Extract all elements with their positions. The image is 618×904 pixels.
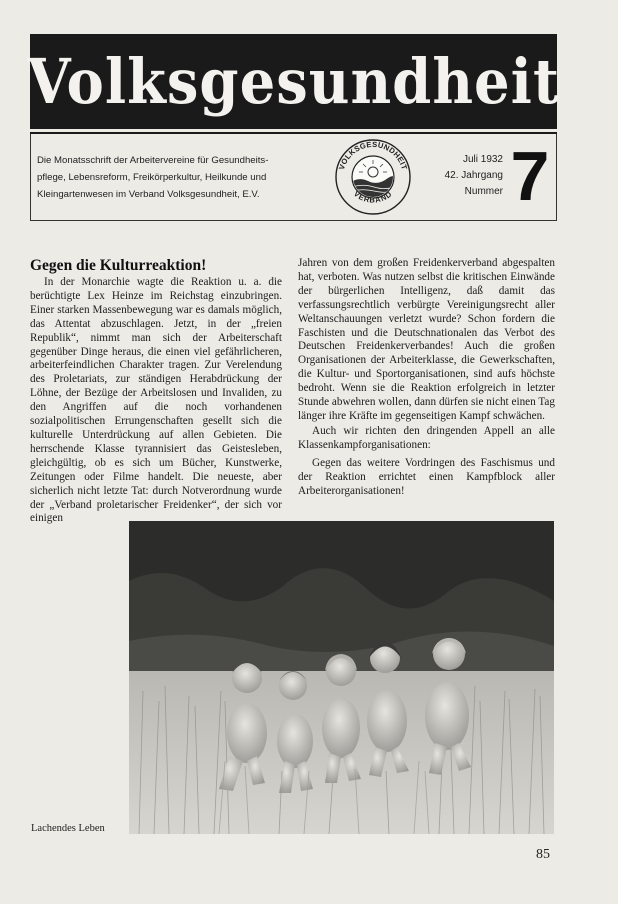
page-number: 85	[536, 847, 550, 862]
subtitle-line: Kleingartenwesen im Verband Volksgesundheit, E.V.	[37, 189, 260, 200]
photo-image	[129, 521, 554, 834]
subtitle-line: pflege, Lebensreform, Freikörperkultur, Heilkunde und	[37, 172, 267, 183]
photo-laughing-children	[129, 521, 554, 834]
publication-subtitle	[37, 152, 337, 203]
article-title: Gegen die Kulturreaktion!	[30, 257, 207, 274]
article-paragraph: In der Monarchie wagte die Reaktion u. a. die berüchtigte Lex Heinze im Reichstag einzubringen. Einer starken Massenbewegung war es damals möglich, das Attentat abzuschlagen. Jetzt, in der „freien Republik“, nimmt man sich der Arbeiterschaft gegenüber Dinge heraus, die einen viel gefährlicheren, arbeiterfeindlichen Charakter tragen. Zur Verelendung des Proletariats, zur ständigen Herabdrückung der Löhne, der Bezüge der Arbeitslosen und Invaliden, zu den Angriffen auf die noch vorhandenen sozialpolitischen Errungenschaften gesellt sich die kulturelle Unterdrückung auf allen Gebieten. Die herrschende Klasse tyrannisiert das Geistesleben, gleichgültig, ob es sich um Bücher, Kunstwerke, Zeitungen oder Filme handelt. Die neueste, aber sicherlich nicht letzte Tat: durch Notverordnung wurde der „Verband proletarischer Freidenker“, der sich vor einigen	[30, 276, 282, 525]
masthead	[27, 34, 560, 129]
seal-bottom-text: VERBAND	[352, 189, 394, 205]
masthead-title: Volksgesundheit	[27, 45, 560, 118]
issue-number-label: Nummer	[464, 186, 503, 197]
article-paragraph: Auch wir richten den dringenden Appell an alle Klassenkampforganisationen:	[298, 424, 555, 451]
issue-number: 7	[510, 137, 550, 215]
association-seal-icon	[334, 138, 412, 216]
issue-meta	[427, 152, 503, 200]
article-column-right	[298, 257, 555, 498]
article-paragraph: Jahren von dem großen Freidenkerverband abgespalten hat, verboten. Was nutzen selbst die kritischen Einwände der bürgerlichen Intelligenz, daß damit das verfassungsrechtlich verbürgte Vereinigungsrecht aller Weltanschauungen verletzt wurde? Schon fordern die Faschisten und die Deutschnationalen das Verbot des Deutschen Freidenkerverbandes! Auch die großen Organisationen der Arbeiterklasse, die Gewerkschaften, die Kultur- und Sportorganisationen, sind aufs höchste bedroht. Wenn sie die Reaktion erfolgreich in letzter Stunde abwehren wollen, dann dürfen sie nicht einen Tag länger ihre Kräfte im gegenseitigen Kampf schwächen.	[298, 257, 555, 422]
seal-top-text: VOLKSGESUNDHEIT	[336, 139, 410, 171]
article-column-left	[30, 276, 282, 526]
photo-caption: Lachendes Leben	[31, 823, 105, 834]
article-closing-appeal: Gegen das weitere Vordringen des Faschismus und der Reaktion errichtet einen Kampfblock aller Arbeiterorganisationen!	[298, 456, 555, 497]
issue-date: Juli 1932	[462, 154, 503, 165]
issue-volume: 42. Jahrgang	[444, 170, 503, 181]
subtitle-line: Die Monatsschrift der Arbeitervereine für Gesundheits-	[37, 155, 269, 166]
header-info-box	[30, 134, 557, 221]
